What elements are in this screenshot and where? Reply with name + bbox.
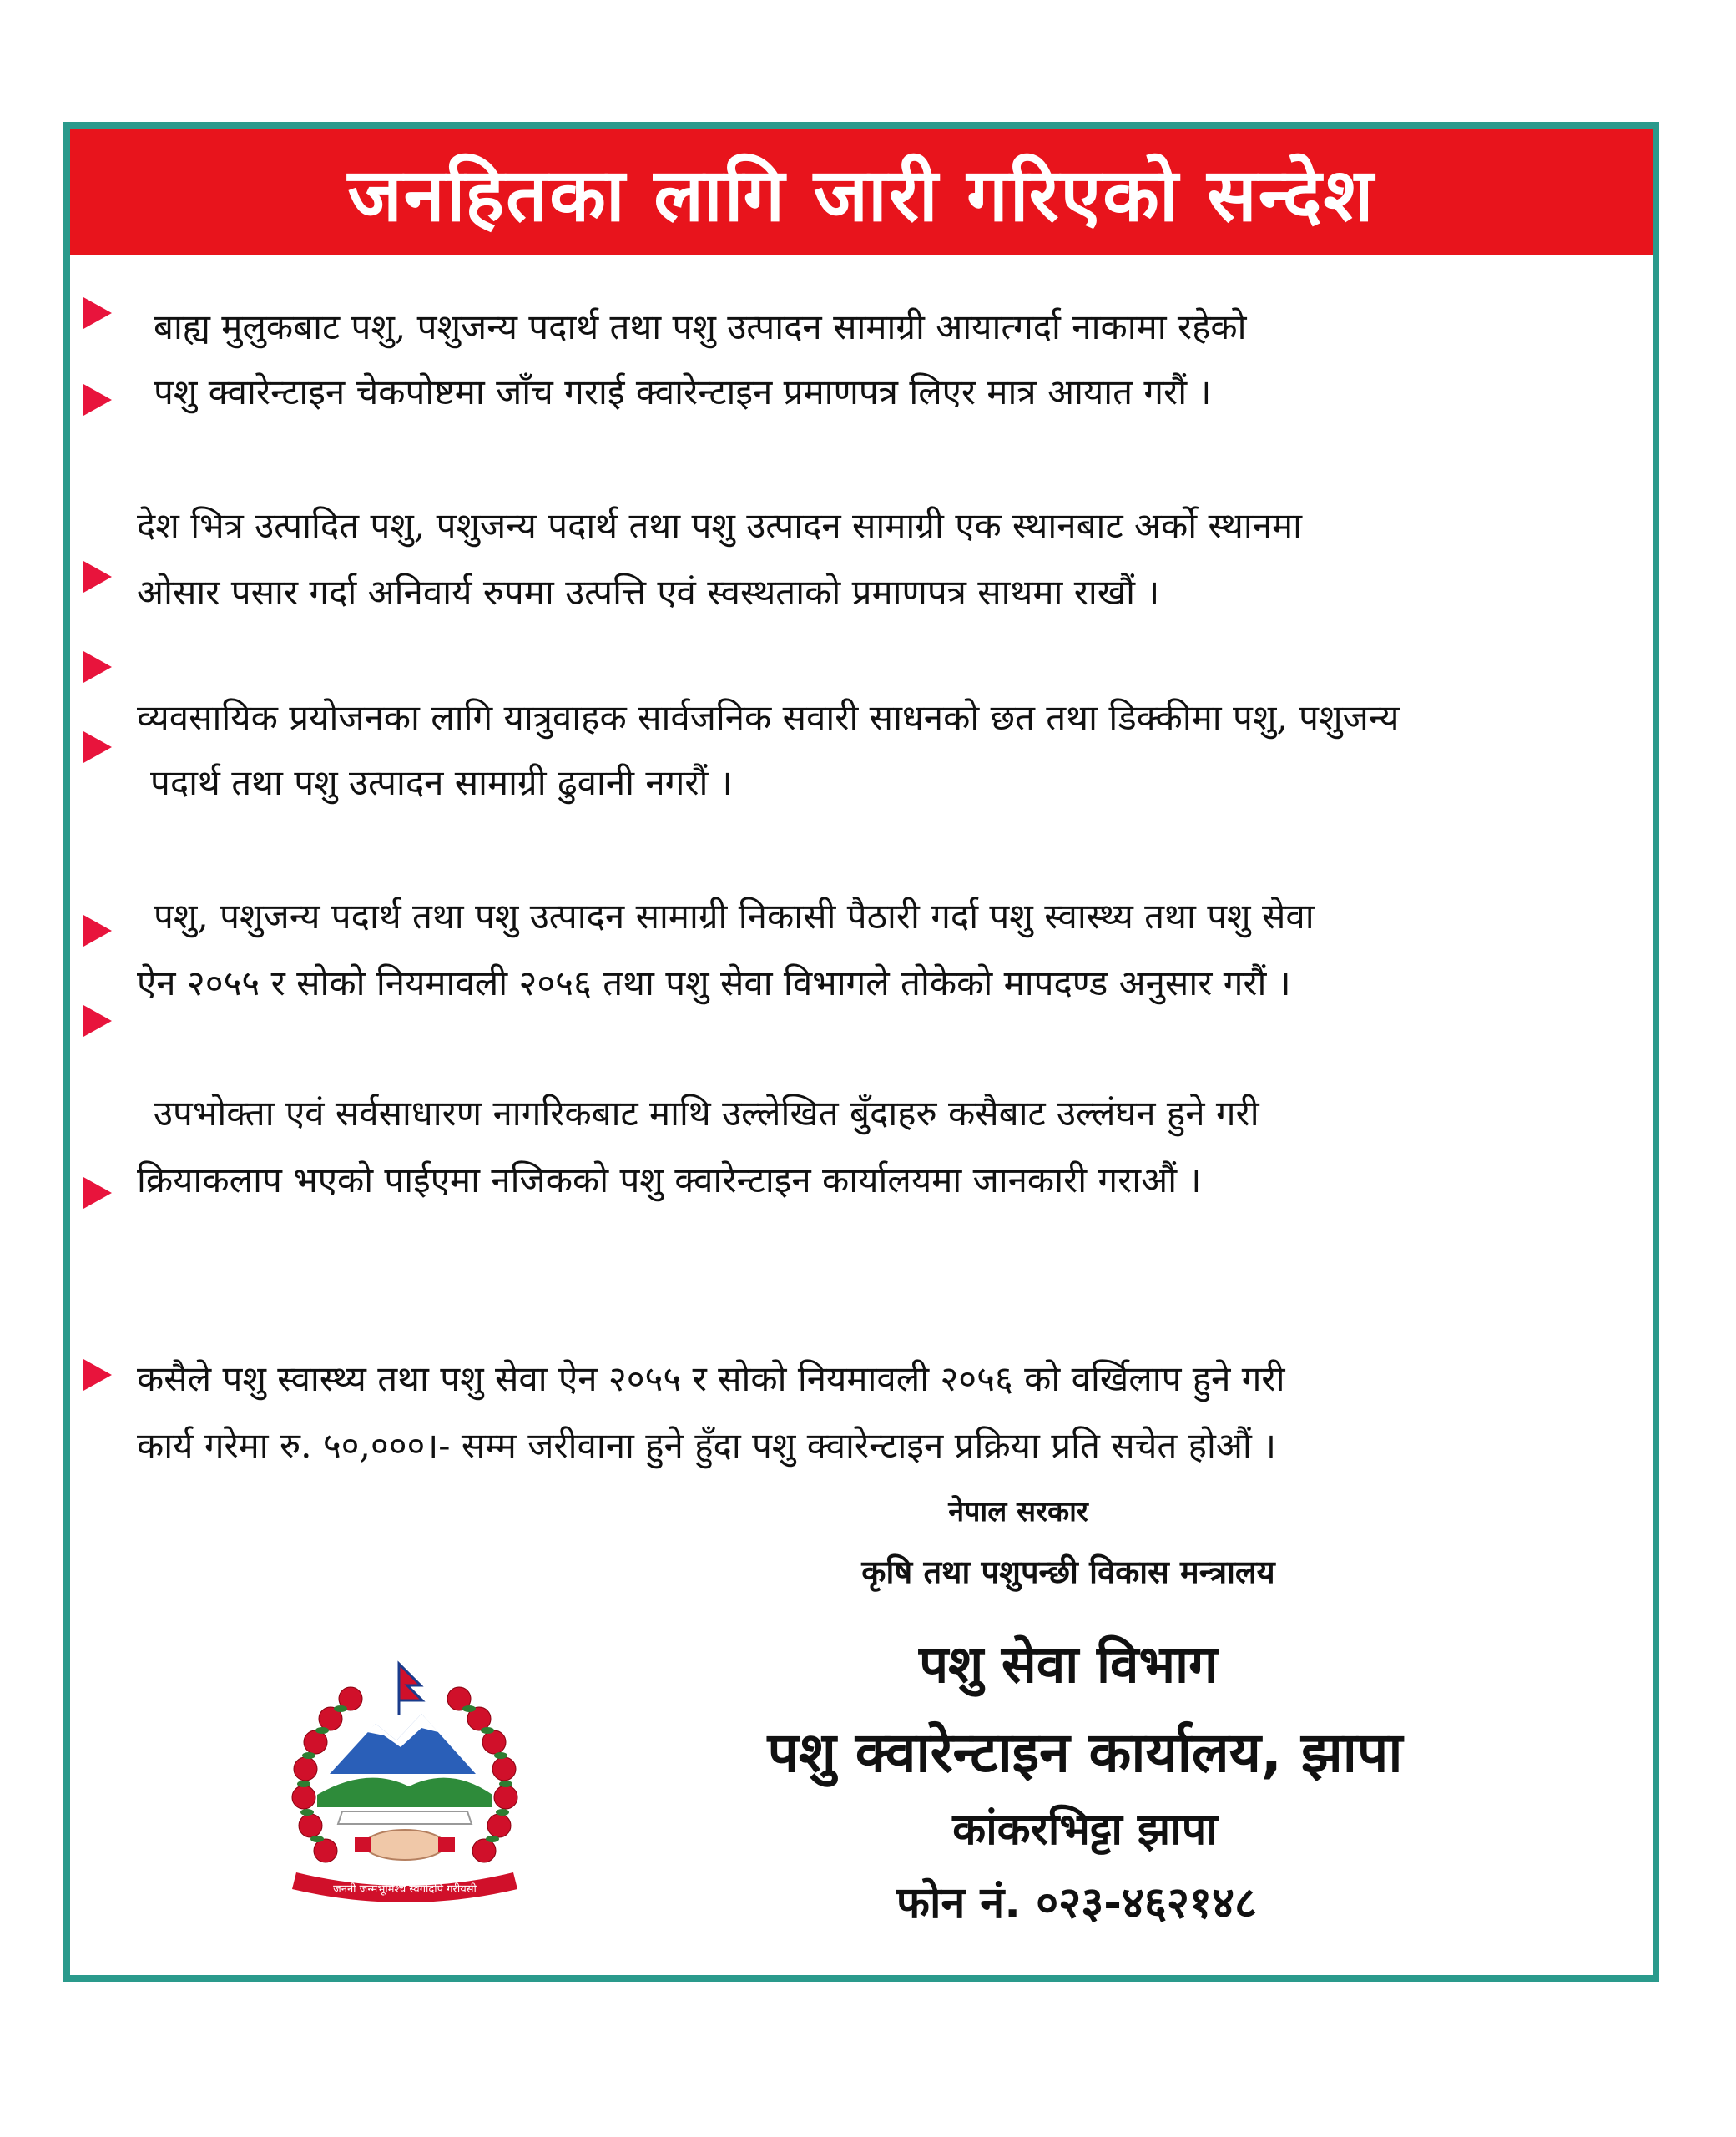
- message-5-line-1: उपभोक्ता एवं सर्वसाधारण नागरिकबाट माथि उल्लेखित बुँदाहरु कसैबाट उल्लंघन हुने गरी: [154, 1093, 1259, 1134]
- bullet-marker: [83, 561, 112, 593]
- message-1-line-2: पशु क्वारेन्टाइन चेकपोष्टमा जाँच गराई क्वारेन्टाइन प्रमाणपत्र लिएर मात्र आयात गरौं ।: [154, 371, 1212, 412]
- message-4-line-1: पशु, पशुजन्य पदार्थ तथा पशु उत्पादन सामाग्री निकासी पैठारी गर्दा पशु स्वास्थ्य तथा पशु सेवा: [154, 896, 1315, 937]
- message-5-line-2: क्रियाकलाप भएको पाईएमा नजिकको पशु क्वारेन्टाइन कार्यालयमा जानकारी गराऔं ।: [137, 1159, 1202, 1200]
- bullet-marker: [83, 915, 112, 947]
- handshake-icon: [365, 1830, 445, 1860]
- message-6-line-1: कसैले पशु स्वास्थ्य तथा पशु सेवा ऐन २०५५ र सोको नियमावली २०५६ को वर्खिलाप हुने गरी: [137, 1358, 1285, 1399]
- office-name: पशु क्वारेन्टाइन कार्यालय, झापा: [767, 1720, 1403, 1785]
- notice-title: जनहितका लागि जारी गरिएको सन्देश: [347, 152, 1375, 238]
- title-banner: [70, 129, 1653, 255]
- message-2-line-2: ओसार पसार गर्दा अनिवार्य रुपमा उत्पत्ति एवं स्वस्थताको प्रमाणपत्र साथमा राखौं ।: [137, 572, 1160, 613]
- flag-icon: [399, 1664, 422, 1700]
- message-1-line-1: बाह्य मुलुकबाट पशु, पशुजन्य पदार्थ तथा पशु उत्पादन सामाग्री आयात्गर्दा नाकामा रहेको: [154, 306, 1247, 347]
- office-location: कांकरभिट्टा झापा: [952, 1805, 1218, 1855]
- nepal-emblem: [250, 1649, 559, 1907]
- bullet-marker: [83, 651, 112, 683]
- government-name: नेपाल सरकार: [948, 1495, 1088, 1528]
- message-3-line-2: पदार्थ तथा पशु उत्पादन सामाग्री ढुवानी नगरौं ।: [150, 762, 733, 803]
- bullet-marker: [83, 1005, 112, 1037]
- emblem-motto: जननी जन्मभूमिश्च स्वर्गादपि गरीयसी: [333, 1883, 477, 1896]
- phone-number: फोन नं. ०२३-४६२१४८: [896, 1878, 1258, 1928]
- message-2-line-1: देश भित्र उत्पादित पशु, पशुजन्य पदार्थ तथा पशु उत्पादन सामाग्री एक स्थानबाट अर्को स्थानमा: [137, 505, 1303, 546]
- bullet-marker: [83, 1177, 112, 1209]
- bullet-marker: [83, 384, 112, 416]
- bullet-marker: [83, 1359, 112, 1391]
- ministry-name: कृषि तथा पशुपन्छी विकास मन्त्रालय: [861, 1553, 1275, 1590]
- department-name: पशु सेवा विभाग: [918, 1634, 1219, 1695]
- message-6-line-2: कार्य गरेमा रु. ५०,०००।- सम्म जरीवाना हुने हुँदा पशु क्वारेन्टाइन प्रक्रिया प्रति सचेत होऔं ।: [137, 1425, 1277, 1466]
- bullet-marker: [83, 731, 112, 763]
- message-3-line-1: व्यवसायिक प्रयोजनका लागि यात्रुवाहक सार्वजनिक सवारी साधनको छत तथा डिक्कीमा पशु, पशुजन्य: [137, 697, 1400, 738]
- message-4-line-2: ऐन २०५५ र सोको नियमावली २०५६ तथा पशु सेवा विभागले तोकेको मापदण्ड अनुसार गरौं ।: [137, 962, 1291, 1003]
- bullet-marker: [83, 297, 112, 329]
